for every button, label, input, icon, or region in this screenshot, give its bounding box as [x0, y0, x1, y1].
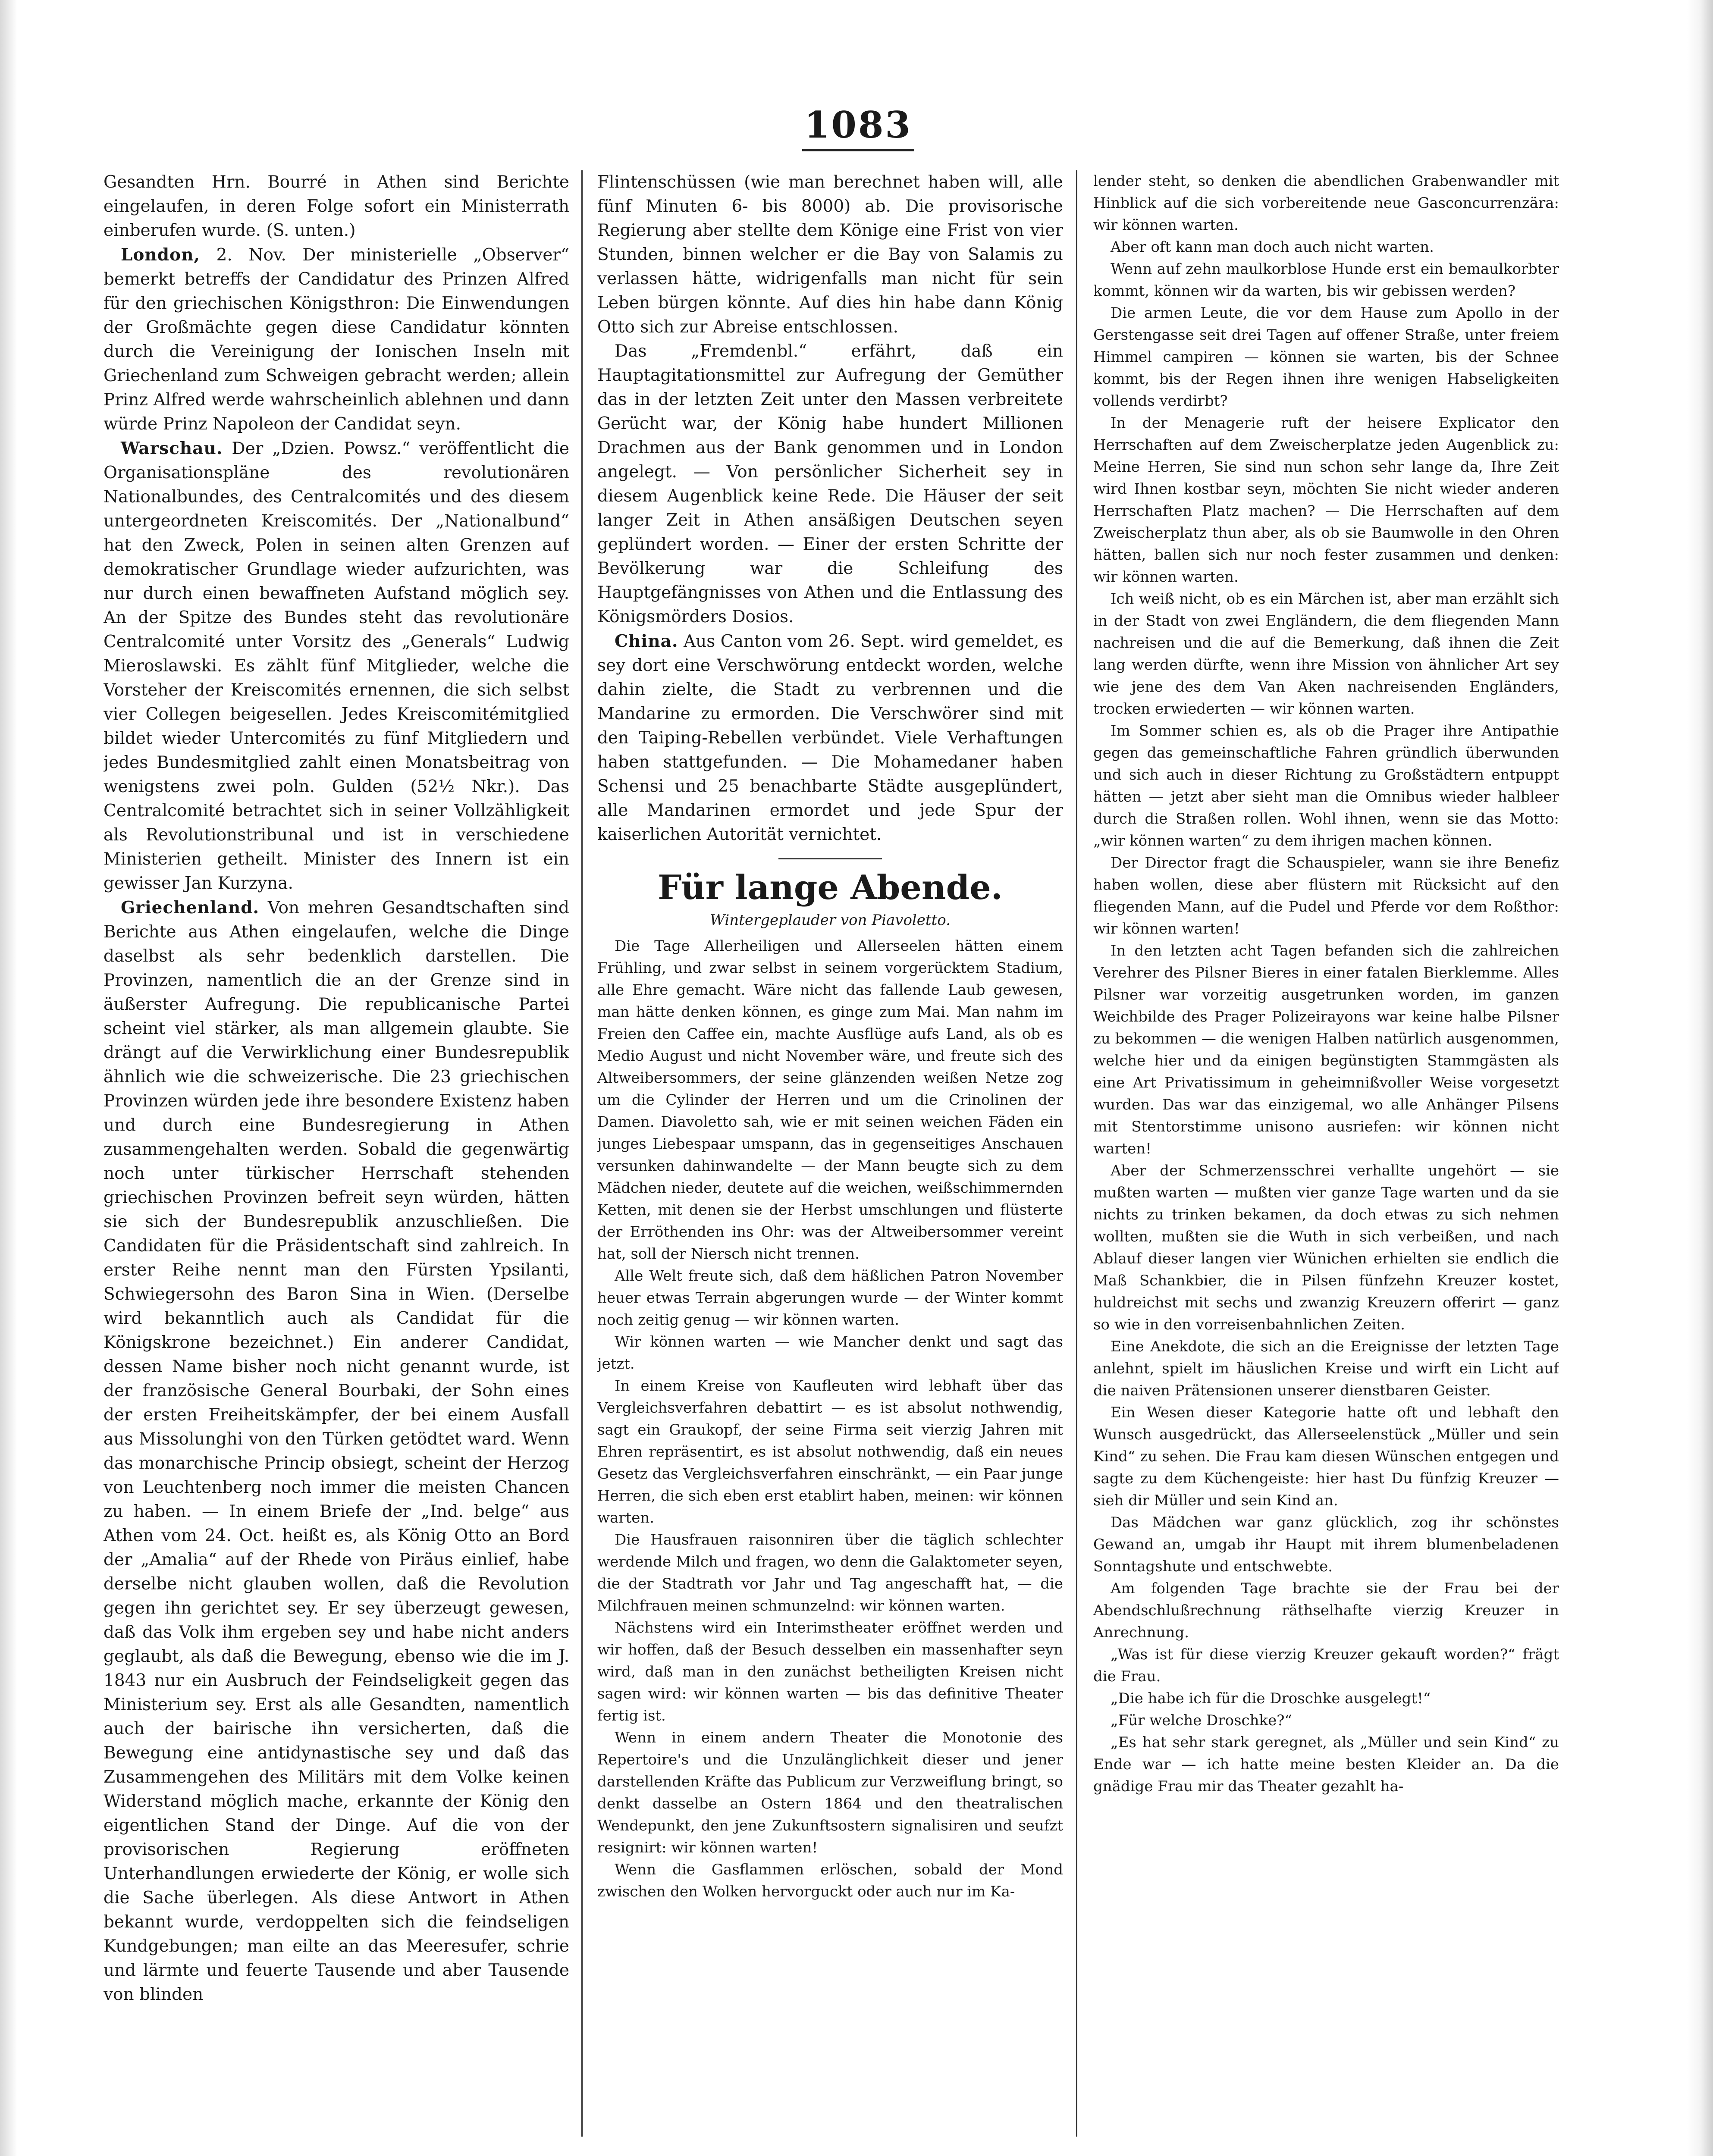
page-edge-shadow-right	[1687, 0, 1713, 2156]
paragraph-text: lender steht, so denken die abendlichen Grabenwandler mit Hinblick auf die sich vorbereitende neue Gasconcurrenzära: wir können warten.	[1093, 172, 1559, 234]
paragraph-text: „Für welche Droschke?“	[1111, 1712, 1292, 1729]
article-paragraph	[1093, 1336, 1559, 1402]
dateline: London,	[121, 245, 201, 265]
paragraph-text: Ich weiß nicht, ob es ein Märchen ist, aber man erzählt sich in der Stadt von zwei Engländern, die dem fliegenden Mann nachreisen und die auf die Bemerkung, daß ihnen die Zeit lang werden dürfte, wenn ihre Mission von ähnlicher Art sey wie jene des dem Van Aken nachreisenden Engländers, trocken erwiederten — wir können warten.	[1093, 590, 1559, 718]
paragraph-text: Der „Dzien. Powsz.“ veröffentlicht die Organisationspläne des revolutionären Nationalbundes, des Centralcomités und des diesem untergeordneten Kreiscomités. Der „Nationalbund“ hat den Zweck, Polen in seinen alten Grenzen auf demokratischer Grundlage wieder aufzurichten, was nur durch einen bewaffneten Aufstand möglich sey. An der Spitze des Bundes steht das revolutionäre Centralcomité unter Vorsitz des „Generals“ Ludwig Mieroslawski. Es zählt fünf Mitglieder, welche die Vorsteher der Kreiscomités ernennen, die sich selbst vier Collegen beigesellen. Jedes Kreiscomitémitglied bildet wieder Untercomités zu fünf Mitgliedern und jedes Bundesmitglied zahlt einen Monatsbeitrag von wenigstens zwei poln. Gulden (52½ Nkr.). Das Centralcomité betrachtet sich in seiner Vollzähligkeit als Revolutionstribunal und ist in verschiedene Ministerien getheilt. Minister des Innern ist ein gewisser Jan Kurzyna.	[104, 439, 569, 893]
section-separator	[778, 858, 882, 859]
article-paragraph	[104, 896, 569, 2007]
column-1	[104, 170, 569, 2137]
article-paragraph	[597, 1529, 1063, 1617]
paragraph-text: Am folgenden Tage brachte sie der Frau bei der Abendschlußrechnung räthselhafte vierzig Kreuzer in Anrechnung.	[1093, 1580, 1559, 1641]
column-2	[597, 170, 1063, 2137]
paragraph-text: In den letzten acht Tagen befanden sich die zahlreichen Verehrer des Pilsner Bieres in einer fatalen Bierklemme. Alles Pilsner war vorzeitig ausgetrunken worden, im ganzen Weichbilde des Prager Polizeirayons war keine halbe Pilsner zu bekommen — die wenigen Halben natürlich ausgenommen, welche hier und da einigen begünstigten Stammgästen als eine Art Privatissimum in geheimnißvoller Weise vorgesetzt wurden. Das war das einzigemal, wo alle Anhänger Pilsens mit Stentorstimme unisono ausriefen: wir können nicht warten!	[1093, 942, 1559, 1157]
paragraph-text: Aber der Schmerzensschrei verhallte ungehört — sie mußten warten — mußten vier ganze Tage warten und da sie nichts zu trinken bekamen, da doch etwas zu sich nehmen wollten, mußten sie die Wuth in sich verbeißen, und nach Ablauf dieser langen vier Wünichen erhielten sie endlich die Maß Schankbier, die in Pilsen fünfzehn Kreuzer kostet, huldreichst mit sechs und zwanzig Kreuzern offerirt — ganz so wie in den vorreisenbahnlichen Zeiten.	[1093, 1162, 1559, 1333]
paragraph-text: Die armen Leute, die vor dem Hause zum Apollo in der Gerstengasse seit drei Tagen auf offener Straße, unter freiem Himmel campiren — können sie warten, bis der Schnee kommt, bis der Regen ihnen ihre wenigen Habseligkeiten vollends verdirbt?	[1093, 304, 1559, 410]
paragraph-text: Aus Canton vom 26. Sept. wird gemeldet, es sey dort eine Verschwörung entdeckt worden, welche dahin zielte, die Stadt zu verbrennen und die Mandarine zu ermorden. Die Verschwörer sind mit den Taiping-Rebellen verbündet. Viele Verhaftungen haben stattgefunden. — Die Mohamedaner haben Schensi und 25 benachbarte Städte ausgeplündert, alle Mandarinen ermordet und jede Spur der kaiserlichen Autorität vernichtet.	[597, 632, 1063, 844]
paragraph-text: „Es hat sehr stark geregnet, als „Müller und sein Kind“ zu Ende war — ich hatte meine besten Kleider an. Da die gnädige Frau mir das Theater gezahlt ha-	[1093, 1734, 1559, 1795]
paragraph-text: Eine Anekdote, die sich an die Ereignisse der letzten Tage anlehnt, spielt im häuslichen Kreise und wirft ein Licht auf die naiven Prätensionen unserer dienstbaren Geister.	[1093, 1338, 1559, 1399]
column-rule-2	[1076, 170, 1077, 2137]
paragraph-text: Das „Fremdenbl.“ erfährt, daß ein Hauptagitationsmittel zur Aufregung der Gemüther das in der letzten Zeit unter den Massen verbreitete Gerücht war, der König habe hundert Millionen Drachmen aus der Bank genommen und in London angelegt. — Von persönlicher Sicherheit sey in diesem Augenblick keine Rede. Die Häuser der seit langer Zeit in Athen ansäßigen Deutschen seyen geplündert worden. — Einer der ersten Schritte der Bevölkerung war die Schleifung des Hauptgefängnisses von Athen und die Entlassung des Königsmörders Dosios.	[597, 342, 1063, 627]
article-paragraph	[1093, 1578, 1559, 1644]
page-number: 1083	[802, 103, 914, 151]
article-paragraph	[1093, 1644, 1559, 1688]
paragraph-text: Aber oft kann man doch auch nicht warten.	[1111, 238, 1434, 256]
paragraph-text: „Was ist für diese vierzig Kreuzer gekauft worden?“ frägt die Frau.	[1093, 1646, 1559, 1685]
article-paragraph	[104, 170, 569, 243]
article-paragraph	[597, 1375, 1063, 1529]
article-paragraph	[1093, 940, 1559, 1160]
paragraph-text: Im Sommer schien es, als ob die Prager ihre Antipathie gegen das gemeinschaftliche Fahren gründlich überwunden und sich auch in dieser Richtung zu Großstädtern entpuppt hätten — jetzt aber sieht man die Omnibus wieder halbleer durch die Straßen rollen. Wohl ihnen, wenn sie das Motto: „wir können warten“ zu dem ihrigen machen können.	[1093, 722, 1559, 849]
paragraph-text: Ein Wesen dieser Kategorie hatte oft und lebhaft den Wunsch ausgedrückt, das Allerseelenstück „Müller und sein Kind“ zu sehen. Die Frau kam diesen Wünschen entgegen und sagte zu dem Küchengeiste: hier hast Du fünfzig Kreuzer — sieh dir Müller und sein Kind an.	[1093, 1404, 1559, 1509]
paragraph-text: Von mehren Gesandtschaften sind Berichte aus Athen eingelaufen, welche die Dinge daselbst als sehr bedenklich darstellen. Die Provinzen, namentlich die an der Grenze sind in äußerster Aufregung. Die republicanische Partei scheint viel stärker, als man allgemein glaubte. Sie drängt auf die Verwirklichung einer Bundesrepublik ähnlich wie die schweizerische. Die 23 griechischen Provinzen würden jede ihre besondere Existenz haben und durch eine Bundesregierung in Athen zusammengehalten werden. Sobald die gegenwärtig noch unter türkischer Herrschaft stehenden griechischen Provinzen befreit seyn würden, hätten sie sich der Bundesrepublik anzuschließen. Die Candidaten für die Präsidentschaft sind zahlreich. In erster Reihe nennt man den Fürsten Ypsilanti, Schwiegersohn des Baron Sina in Wien. (Derselbe wird bekanntlich auch als Candidat für die Königskrone bezeichnet.) Ein anderer Candidat, dessen Name bisher noch nicht genannt wurde, ist der französische General Bourbaki, der Sohn eines der ersten Freiheitskämpfer, der bei einem Ausfall aus Missolunghi von den Türken getödtet ward. Wenn das monarchische Princip obsiegt, scheint der Herzog von Leuchtenberg noch immer die meisten Chancen zu haben. — In einem Briefe der „Ind. belge“ aus Athen vom 24. Oct. heißt es, als König Otto an Bord der „Amalia“ auf der Rhede von Piräus einlief, habe derselbe nicht glauben wollen, daß die Revolution gegen ihn gerichtet sey. Er sey überzeugt gewesen, daß das Volk ihm ergeben sey und habe nicht anders geglaubt, als daß die Bewegung, ebenso wie die im J. 1843 nur ein Ausbruch der Feindseligkeit gegen das Ministerium sey. Erst als alle Gesandten, namentlich auch der bairische ihn versicherten, daß die Bewegung eine antidynastische sey und daß das Zusammengehen des Militärs mit dem Volke keinen Widerstand möglich mache, erkannte der König den eigentlichen Stand der Dinge. Auf die von der provisorischen Regierung eröffneten Unterhandlungen erwiederte der König, er wolle sich die Sache überlegen. Als diese Antwort in Athen bekannt wurde, verdoppelten sich die feindseligen Kundgebungen; man eilte an das Meeresufer, schrie und lärmte und feuerte Tausende und aber Tausende von blinden	[104, 898, 569, 2004]
article-paragraph	[1093, 1688, 1559, 1710]
article-paragraph	[597, 1617, 1063, 1727]
dateline: China.	[615, 631, 678, 651]
dateline: Warschau.	[121, 439, 223, 458]
paragraph-text: 2. Nov. Der ministerielle „Observer“ bemerkt betreffs der Candidatur des Prinzen Alfred für den griechischen Königsthron: Die Einwendungen der Großmächte gegen diese Candidatur könnten durch die Vereinigung der Ionischen Inseln mit Griechenland zum Schweigen gebracht werden; allein Prinz Alfred werde wahrscheinlich ablehnen und dann würde Prinz Napoleon der Candidat seyn.	[104, 245, 569, 434]
paragraph-text: In einem Kreise von Kaufleuten wird lebhaft über das Vergleichsverfahren debattirt — es ist absolut nothwendig, sagt ein Graukopf, der seine Firma seit vierzig Jahren mit Ehren repräsentirt, es ist absolut nothwendig, daß ein neues Gesetz das Vergleichsverfahren einschränkt, — ein Paar junge Herren, die sich eben erst etablirt haben, meinen: wir können warten.	[597, 1377, 1063, 1526]
paragraph-text: Wenn die Gasflammen erlöschen, sobald der Mond zwischen den Wolken hervorguckt oder auch nur im Ka-	[597, 1861, 1063, 1900]
paragraph-text: Flintenschüssen (wie man berechnet haben will, alle fünf Minuten 6- bis 8000) ab. Die provisorische Regierung aber stellte dem Könige eine Frist von vier Stunden, binnen welcher er die Bay von Salamis zu verlassen hätte, widrigenfalls man nicht für sein Leben bürgen könnte. Auf dies hin habe dann König Otto sich zur Abreise entschlossen.	[597, 172, 1063, 337]
article-paragraph	[1093, 236, 1559, 258]
feature-title: Für lange Abende.	[658, 868, 1003, 907]
feature-subtitle: Wintergeplauder von Piavoletto.	[710, 912, 951, 929]
article-paragraph	[1093, 1732, 1559, 1798]
paragraph-text: Der Director fragt die Schauspieler, wann sie ihre Benefiz haben wollen, diese aber flüstern mit Rücksicht auf den fliegenden Mann, auf die Pudel und Pferde vor dem Roßthor: wir können warten!	[1093, 854, 1559, 937]
article-paragraph	[1093, 1512, 1559, 1578]
article-paragraph	[1093, 258, 1559, 302]
article-paragraph	[1093, 412, 1559, 588]
paragraph-text: In der Menagerie ruft der heisere Explicator den Herrschaften auf dem Zweischerplatze jeden Augenblick zu: Meine Herren, Sie sind nun schon sehr lange da, Ihre Zeit wird Ihnen kostbar seyn, möchten Sie nicht wieder anderen Herrschaften Platz machen? — Die Herrschaften auf dem Zweischerplatz thun aber, als ob sie Baumwolle in den Ohren hätten, ballen sich nur noch fester zusammen und denken: wir können warten.	[1093, 414, 1559, 586]
page-edge-shadow-left	[0, 0, 17, 2156]
paragraph-text: Wenn in einem andern Theater die Monotonie des Repertoire's und die Unzulänglichkeit dieser und jener darstellenden Kräfte das Publicum zur Verzweiflung bringt, so denkt dasselbe an Ostern 1864 und den theatralischen Wendepunkt, den jene Zukunftsostern signalisiren und seufzt resignirt: wir können warten!	[597, 1729, 1063, 1856]
column-3	[1093, 170, 1559, 2137]
article-paragraph	[1093, 588, 1559, 720]
article-paragraph	[1093, 1160, 1559, 1336]
article-paragraph	[597, 1265, 1063, 1331]
article-paragraph	[1093, 1710, 1559, 1732]
article-paragraph	[104, 436, 569, 896]
article-paragraph	[1093, 170, 1559, 236]
paragraph-text: Nächstens wird ein Interimstheater eröffnet werden und wir hoffen, daß der Besuch desselben ein massenhafter seyn wird, daß man in den zunächst betheiligten Kreisen nicht sagen wird: wir können warten — bis das definitive Theater fertig ist.	[597, 1619, 1063, 1724]
article-paragraph	[104, 243, 569, 436]
paragraph-text: Die Hausfrauen raisonniren über die täglich schlechter werdende Milch und fragen, wo denn die Galaktometer seyen, die der Stadtrath vor Jahr und Tag angeschafft hat, — die Milchfrauen meinen schmunzelnd: wir können warten.	[597, 1531, 1063, 1614]
article-paragraph	[597, 1331, 1063, 1375]
column-rule-1	[581, 170, 583, 2137]
article-paragraph	[1093, 302, 1559, 412]
article-paragraph	[597, 629, 1063, 847]
article-paragraph	[597, 1859, 1063, 1903]
article-paragraph	[1093, 1402, 1559, 1512]
article-paragraph	[597, 1727, 1063, 1859]
article-paragraph	[1093, 852, 1559, 940]
paragraph-text: Alle Welt freute sich, daß dem häßlichen Patron November heuer etwas Terrain abgerungen wurde — der Winter kommt noch zeitig genug — wir können warten.	[597, 1267, 1063, 1329]
dateline: Griechenland.	[121, 898, 260, 918]
article-paragraph	[597, 339, 1063, 629]
paragraph-text: Das Mädchen war ganz glücklich, zog ihr schönstes Gewand an, umgab ihr Haupt mit ihrem blumenbeladenen Sonntagshute und entschwebte.	[1093, 1514, 1559, 1575]
paragraph-text: Die Tage Allerheiligen und Allerseelen hätten einem Frühling, und zwar selbst in seinem vorgerücktem Stadium, alle Ehre gemacht. Wäre nicht das fallende Laub gewesen, man hätte denken können, es ginge zum Mai. Man nahm im Freien den Caffee ein, machte Ausflüge aufs Land, als ob es Medio August und nicht November wäre, und freute sich des Altweibersommers, der seine glänzenden weißen Netze zog um die Cylinder der Herren und um die Crinolinen der Damen. Diavoletto sah, wie er mit seinen weichen Fäden ein junges Liebespaar umspann, das in gegenseitiges Anschauen versunken dahinwandelte — der Mann beugte sich zu dem Mädchen nieder, deutete auf die weichen, weißschimmernden Ketten, mit denen sie der Herbst umschlungen und flüsterte der Erröthenden ins Ohr: was der Altweibersommer vereint hat, soll der Niersch nicht trennen.	[597, 937, 1063, 1263]
paragraph-text: Wenn auf zehn maulkorblose Hunde erst ein bemaulkorbter kommt, können wir da warten, bis wir gebissen werden?	[1093, 260, 1559, 300]
paragraph-text: „Die habe ich für die Droschke ausgelegt!“	[1111, 1690, 1431, 1707]
article-paragraph	[597, 935, 1063, 1265]
article-paragraph	[1093, 720, 1559, 852]
paragraph-text: Wir können warten — wie Mancher denkt und sagt das jetzt.	[597, 1333, 1063, 1373]
paragraph-text: Gesandten Hrn. Bourré in Athen sind Berichte eingelaufen, in deren Folge sofort ein Ministerrath einberufen wurde. (S. unten.)	[104, 172, 569, 240]
article-paragraph	[597, 170, 1063, 339]
